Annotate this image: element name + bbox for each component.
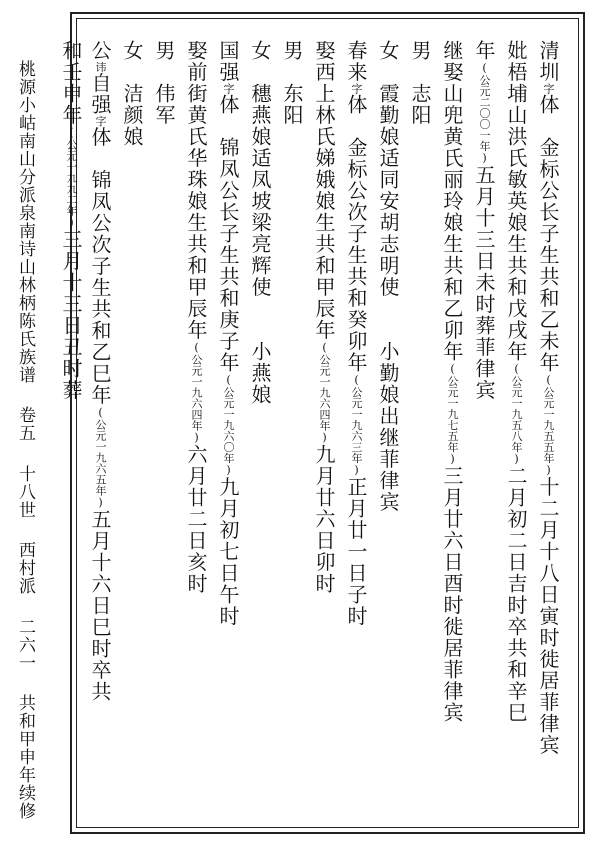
page-number: 二六一 xyxy=(15,617,35,672)
column-text: 体 锦凤公长子生共和庚子年 xyxy=(216,94,240,374)
column-text: 女 穗燕娘适凤坡梁亮辉使 小燕娘 xyxy=(248,40,272,406)
column-text: 女 洁颜娘 xyxy=(120,40,144,148)
generation-label: 十八世 xyxy=(15,464,35,519)
text-column xyxy=(183,40,209,595)
column-text: 十二月十八日寅时徙居菲律宾 xyxy=(536,476,560,756)
branch-label: 西村派 xyxy=(15,541,35,596)
column-text: 九月初七日午时 xyxy=(216,476,240,627)
column-text: 五月十六日巳时卒共 xyxy=(88,509,112,703)
column-text: 二月初二日吉时卒共和辛巳 xyxy=(504,465,528,724)
column-text: 五月十三日未时葬菲律宾 xyxy=(472,164,496,401)
text-column xyxy=(375,40,401,513)
annotation-text: (公元一九九二年) xyxy=(65,126,78,229)
column-text: 男 东阳 xyxy=(280,40,304,126)
column-text: 继娶山兜黄氏丽玲娘生共和乙卯年 xyxy=(440,40,464,363)
text-column xyxy=(407,40,433,126)
column-text: 娶西上林氏娣娥娘生共和甲辰年 xyxy=(312,40,336,341)
annotation-text: (公元二〇〇一年) xyxy=(478,61,491,165)
text-column xyxy=(247,40,273,406)
text-column xyxy=(279,40,305,126)
text-column xyxy=(151,40,177,126)
column-text: 男 伟军 xyxy=(152,40,176,126)
text-column xyxy=(343,40,369,627)
annotation-text: (公元一九五八年) xyxy=(510,362,523,466)
column-text: 公 xyxy=(88,40,112,62)
column-text: 自强 xyxy=(88,72,112,116)
annotation-text: 字 xyxy=(350,83,363,94)
annotation-text: (公元一九六〇年) xyxy=(222,373,235,477)
text-column xyxy=(311,40,337,595)
column-text: 女 霞勤娘适同安胡志明使 小勤娘出继菲律宾 xyxy=(376,40,400,513)
column-text: 三月十三日丑时葬 xyxy=(59,229,83,401)
text-column xyxy=(215,40,241,627)
annotation-text: (公元一九六五年) xyxy=(94,406,107,509)
text-column xyxy=(503,40,529,724)
text-column xyxy=(58,40,84,401)
column-text: 三月廿六日酉时徙居菲律宾 xyxy=(440,465,464,724)
annotation-text: 字 xyxy=(222,83,235,94)
annotation-text: 字 xyxy=(94,115,107,127)
annotation-text: 讳 xyxy=(94,61,107,73)
text-column xyxy=(439,40,465,724)
column-text: 和壬申年 xyxy=(59,40,83,126)
annotation-text: (公元一九六四年) xyxy=(190,341,203,444)
edition-label: 共和甲申年续修 xyxy=(15,693,35,820)
margin-column xyxy=(8,60,38,820)
volume-label: 卷五 xyxy=(15,406,35,443)
annotation-text: (公元一九五五年) xyxy=(542,373,555,477)
column-text: 男 志阳 xyxy=(408,40,432,126)
annotation-text: (公元一九六三年) xyxy=(350,373,363,477)
annotation-text: (公元一九七五年) xyxy=(446,362,459,466)
column-text: 体 金标公长子生共和乙未年 xyxy=(536,94,560,374)
annotation-text: 字 xyxy=(542,83,555,94)
column-text: 年 xyxy=(472,40,496,62)
annotation-text: (公元一九六四年) xyxy=(318,341,331,444)
column-text: 春来 xyxy=(344,40,368,83)
column-text: 妣梧埔山洪氏敏英娘生共和戊戌年 xyxy=(504,40,528,363)
column-text: 娶前街黄氏华珠娘生共和甲辰年 xyxy=(184,40,208,341)
text-column xyxy=(87,40,113,703)
column-text: 六月廿二日亥时 xyxy=(184,444,208,595)
column-text: 国强 xyxy=(216,40,240,83)
column-text: 清圳 xyxy=(536,40,560,83)
column-text: 正月廿一日子时 xyxy=(344,476,368,627)
genealogy-title: 桃源小岵南山分派泉南诗山林柄陈氏族谱 xyxy=(15,60,35,384)
text-column xyxy=(471,40,497,401)
text-column xyxy=(119,40,145,148)
column-text: 体 金标公次子生共和癸卯年 xyxy=(344,94,368,374)
column-text: 体 锦凤公次子生共和乙巳年 xyxy=(88,126,112,406)
column-text: 九月廿六日卯时 xyxy=(312,444,336,595)
text-column xyxy=(535,40,561,756)
